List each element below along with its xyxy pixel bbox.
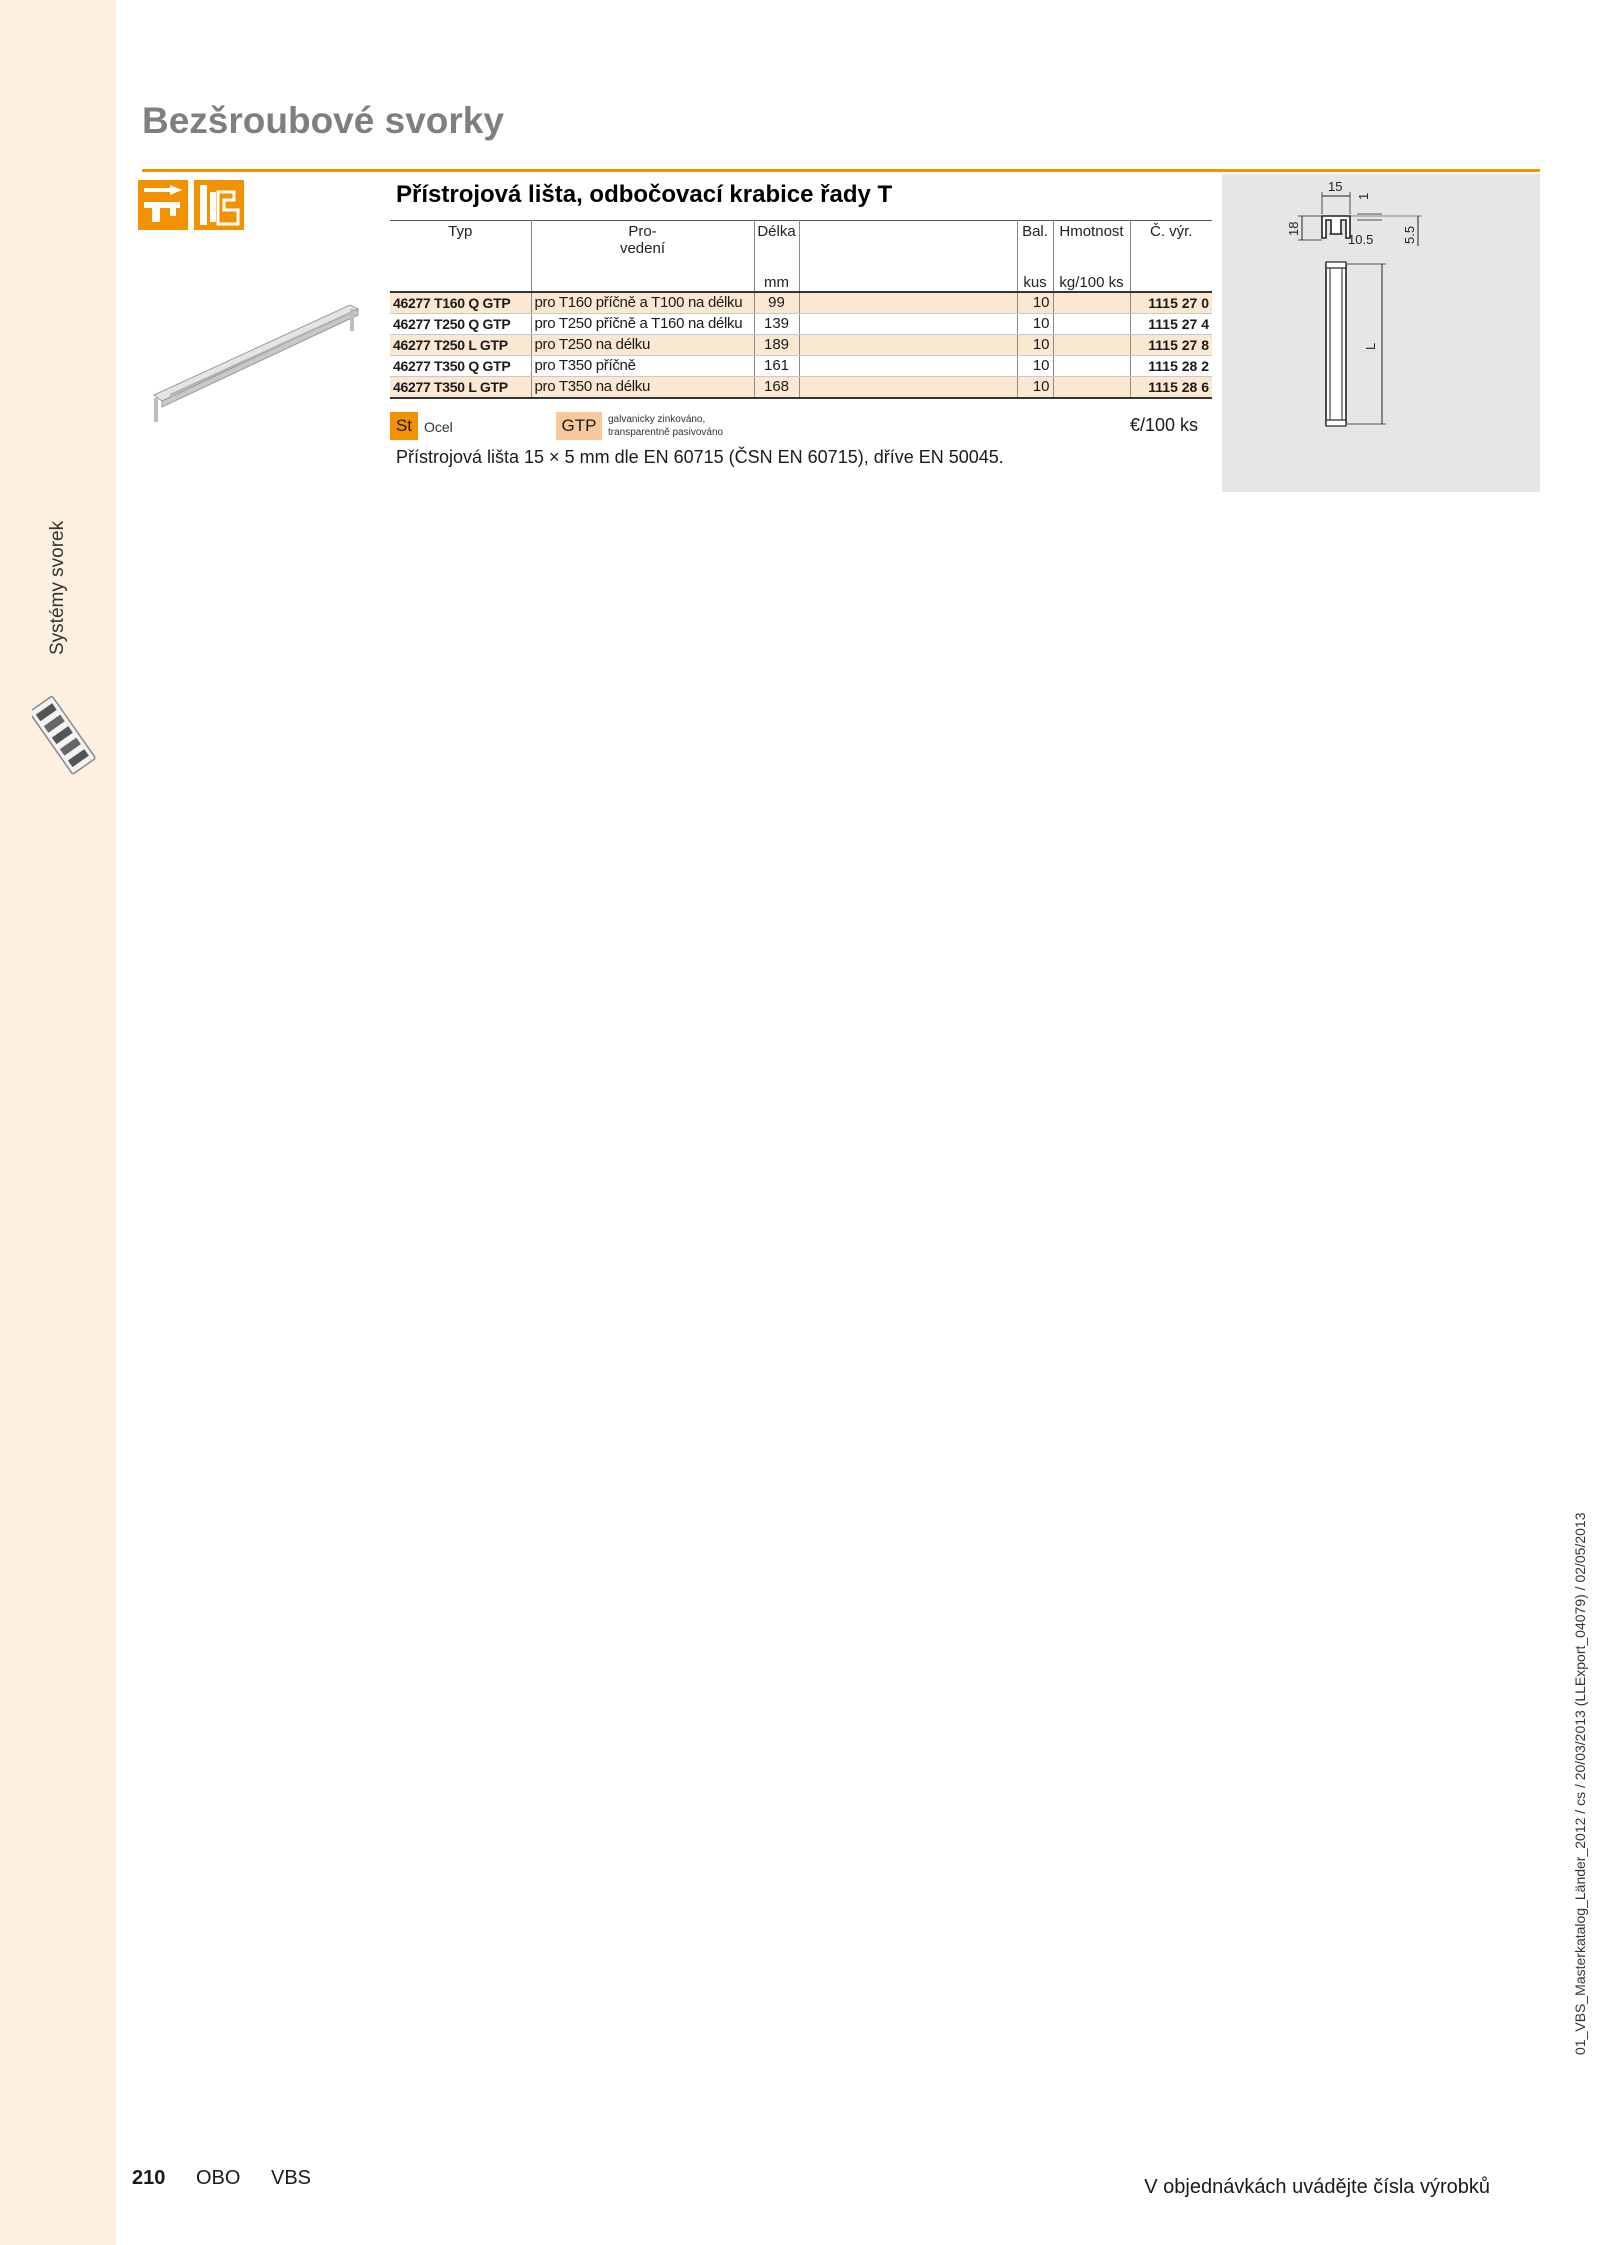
price-unit: €/100 ks	[1130, 415, 1199, 435]
dim-inner-width: 10.5	[1348, 232, 1374, 247]
cell-pack: 10	[1017, 377, 1053, 399]
cell-code: 1115 28 6	[1130, 377, 1212, 399]
heading-rule	[142, 169, 1540, 172]
surface-label: galvanicky zinkováno, transparentně pasivováno	[608, 414, 724, 438]
cell-weight	[1053, 356, 1130, 377]
unit-weight: kg/100 ks	[1053, 271, 1130, 292]
technical-drawing	[1222, 174, 1540, 492]
cell-weight	[1053, 377, 1130, 399]
header-spacer	[799, 221, 1017, 272]
table-row	[390, 335, 1212, 356]
brand-name: OBO	[196, 2167, 241, 2189]
dim-length: L	[1363, 342, 1378, 350]
cell-pack: 10	[1017, 314, 1053, 335]
cell-variant: pro T350 příčně	[531, 356, 754, 377]
table-row	[390, 377, 1212, 399]
terminal-block-icon	[32, 690, 96, 783]
cell-variant: pro T250 příčně a T160 na délku	[531, 314, 754, 335]
installation-icon	[194, 180, 244, 230]
header-pack: Bal.	[1017, 221, 1053, 272]
dim-height-left: 18	[1286, 221, 1301, 236]
cell-weight	[1053, 335, 1130, 356]
table-row	[390, 292, 1212, 314]
surface-badge: GTP	[556, 412, 602, 440]
cell-weight	[1053, 292, 1130, 314]
cell-type: 46277 T250 L GTP	[390, 335, 531, 356]
cell-length: 161	[754, 356, 799, 377]
table-row	[390, 314, 1212, 335]
table-row	[390, 356, 1212, 377]
cell-pack: 10	[1017, 335, 1053, 356]
cell-length: 139	[754, 314, 799, 335]
cell-code: 1115 27 8	[1130, 335, 1212, 356]
page-title: Bezšroubové svorky	[142, 100, 504, 141]
material-badge: St	[390, 412, 418, 440]
dim-thickness: 5.5	[1402, 225, 1417, 244]
cell-length: 168	[754, 377, 799, 399]
dim-gap: 1	[1356, 192, 1371, 200]
cell-code: 1115 27 0	[1130, 292, 1212, 314]
tools-icon	[138, 180, 188, 230]
header-type: Typ	[390, 221, 531, 272]
unit-pack: kus	[1017, 271, 1053, 292]
cell-type: 46277 T350 Q GTP	[390, 356, 531, 377]
cell-weight	[1053, 314, 1130, 335]
print-metadata: 01_VBS_Masterkatalog_Länder_2012 / cs / 20/03/2013 (LLExport_04079) / 02/05/2013	[1572, 1512, 1588, 2055]
dim-width-top: 15	[1328, 179, 1343, 194]
series-name: VBS	[271, 2167, 312, 2189]
cell-variant: pro T160 příčně a T100 na délku	[531, 292, 754, 314]
cell-variant: pro T350 na délku	[531, 377, 754, 399]
cell-type: 46277 T160 Q GTP	[390, 292, 531, 314]
product-image	[150, 295, 365, 440]
unit-length: mm	[754, 271, 799, 292]
material-label: Ocel	[424, 419, 453, 435]
order-note: V objednávkách uvádějte čísla výrobků	[1144, 2176, 1490, 2198]
page-number: 210	[132, 2167, 166, 2189]
product-table	[390, 220, 1212, 399]
cell-length: 189	[754, 335, 799, 356]
cell-length: 99	[754, 292, 799, 314]
category-icons	[138, 180, 248, 235]
cell-code: 1115 28 2	[1130, 356, 1212, 377]
cell-type: 46277 T350 L GTP	[390, 377, 531, 399]
cell-variant: pro T250 na délku	[531, 335, 754, 356]
header-weight: Hmotnost	[1053, 221, 1130, 272]
product-note: Přístrojová lišta 15 × 5 mm dle EN 60715 (ČSN EN 60715), dříve EN 50045.	[396, 447, 1004, 467]
header-variant: Pro- vedení	[531, 221, 754, 272]
header-code: Č. výr.	[1130, 221, 1212, 272]
header-length: Délka	[754, 221, 799, 272]
cell-pack: 10	[1017, 292, 1053, 314]
sidebar-band	[0, 0, 116, 2245]
cell-type: 46277 T250 Q GTP	[390, 314, 531, 335]
cell-code: 1115 27 4	[1130, 314, 1212, 335]
sidebar-section-label: Systémy svorek	[47, 520, 68, 655]
product-title: Přístrojová lišta, odbočovací krabice řady T	[396, 181, 893, 208]
cell-pack: 10	[1017, 356, 1053, 377]
